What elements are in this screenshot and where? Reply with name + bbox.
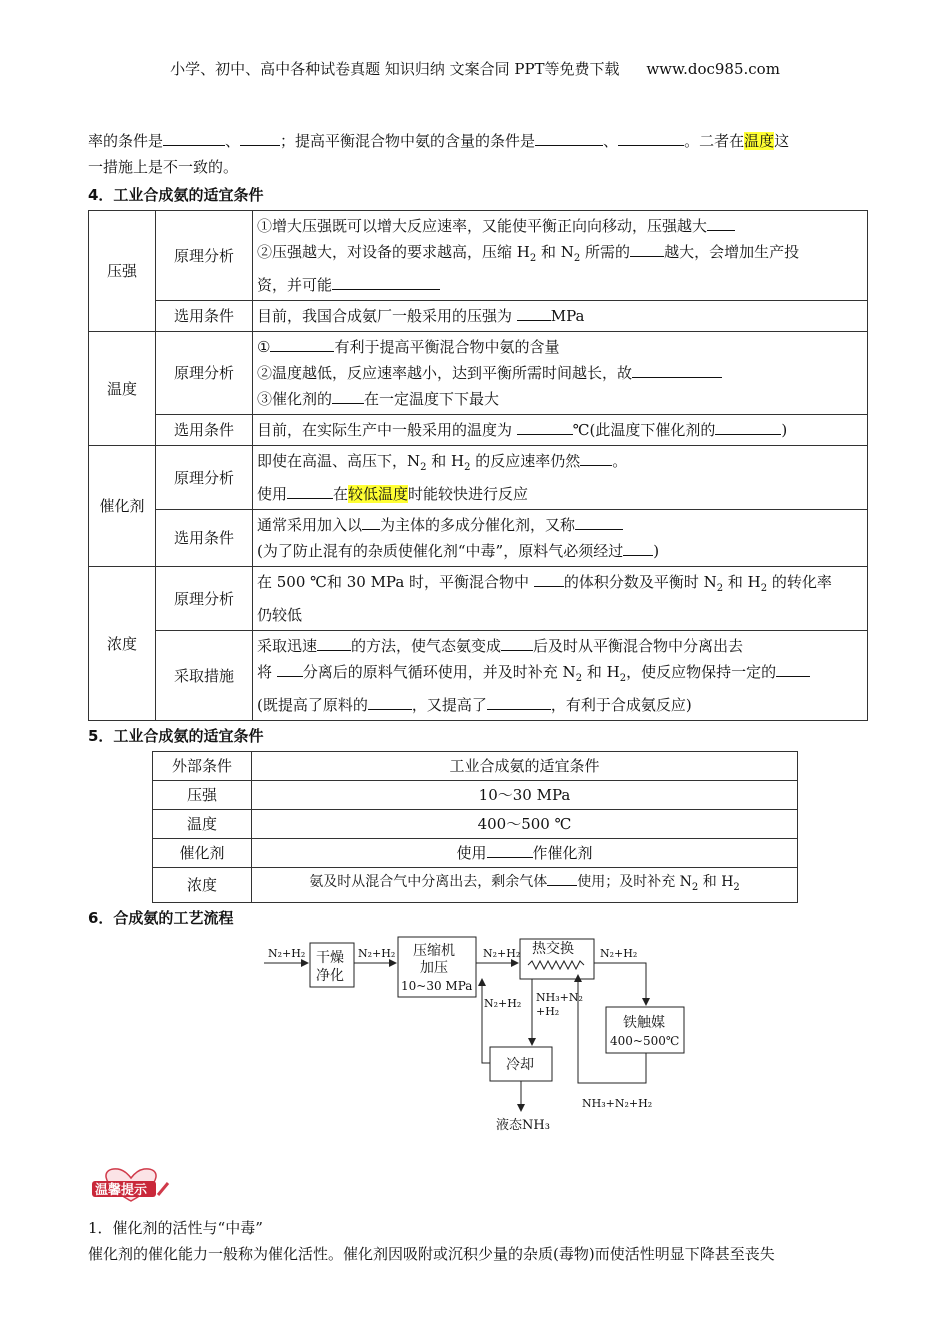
svg-text:400~500℃: 400~500℃ bbox=[610, 1033, 680, 1048]
highlight-temperature: 温度 bbox=[744, 132, 775, 150]
svg-text:加压: 加压 bbox=[420, 959, 448, 976]
table-row: 压强 10～30 MPa bbox=[153, 781, 798, 810]
page-header bbox=[0, 58, 950, 79]
svg-text:净化: 净化 bbox=[316, 967, 344, 984]
flow-in-label: N₂+H₂ bbox=[268, 946, 306, 960]
svg-text:N₂+H₂: N₂+H₂ bbox=[483, 946, 521, 960]
table-row: 温度 400～500 ℃ bbox=[153, 810, 798, 839]
svg-text:NH₃+N₂: NH₃+N₂ bbox=[536, 990, 583, 1004]
intro-line-2: 一措施上是不一致的。 bbox=[88, 158, 239, 176]
svg-text:N₂+H₂: N₂+H₂ bbox=[358, 946, 396, 960]
catalyst-choice: 通常采用加入以 为主体的多成分催化剂，又称 (为了防止混有的杂质使催化剂“中毒”，原料气必须经过 ) bbox=[253, 510, 868, 567]
svg-text:温馨提示: 温馨提示 bbox=[95, 1182, 148, 1198]
row-label-temperature: 温度 bbox=[89, 332, 156, 446]
table-row: 浓度 氨及时从混合气中分离出去，剩余气体 使用；及时补充 $N_2$ 和 $H_2$ bbox=[153, 868, 798, 903]
section6-title: 6．合成氨的工艺流程 bbox=[88, 908, 234, 927]
svg-text:液态NH₃: 液态NH₃ bbox=[496, 1117, 550, 1133]
header-url[interactable]: www.doc985.com bbox=[646, 60, 780, 78]
svg-text:热交换: 热交换 bbox=[532, 940, 574, 957]
temperature-choice: 目前，在实际生产中一般采用的温度为 ℃(此温度下催化剂的 ) bbox=[253, 415, 868, 446]
tip-item-text: 催化剂的催化能力一般称为催化活性。催化剂因吸附或沉积少量的杂质(毒物)而使活性明显下降甚至丧失 bbox=[88, 1244, 775, 1263]
concentration-measure: 采取迅速 的方法，使气态氨变成 后及时从平衡混合物中分离出去 将 分离后的原料气循环使用，并及时补充 $N_2$ 和 $H_2$，使反应物保持一定的 (既提高了原料的 ，又提高了 ，有利于合成氨反应) bbox=[253, 631, 868, 721]
catalyst-analysis: 即使在高温、高压下，$N_2$ 和 $H_2$ 的反应速率仍然 。 使用 在较低温度时能较快进行反应 bbox=[253, 446, 868, 510]
row-label-catalyst: 催化剂 bbox=[89, 446, 156, 567]
svg-text:NH₃+N₂+H₂: NH₃+N₂+H₂ bbox=[582, 1096, 653, 1110]
row-label-concentration: 浓度 bbox=[89, 567, 156, 721]
svg-text:压缩机: 压缩机 bbox=[413, 942, 455, 959]
svg-text:干燥: 干燥 bbox=[316, 949, 344, 966]
pressure-analysis: ①增大压强既可以增大反应速率，又能使平衡正向向移动，压强越大 ②压强越大，对设备的要求越高，压缩 $H_2$ 和 $N_2$ 所需的 越大，会增加生产投 资，并可能 bbox=[253, 211, 868, 301]
temperature-analysis: ① 有利于提高平衡混合物中氨的含量 ②温度越低，反应速率越小，达到平衡所需时间越长，故 ③催化剂的 在一定温度下下最大 bbox=[253, 332, 868, 415]
summary-table: 外部条件 工业合成氨的适宜条件 压强 10～30 MPa 温度 400～500 ℃ 催化剂 使用 作催化剂 浓度 氨及时从混合气中分离出去，剩余气体 使用；及时补充 $N_2$ 和 $H_2$ bbox=[152, 751, 798, 903]
svg-text:N₂+H₂: N₂+H₂ bbox=[484, 996, 522, 1010]
svg-text:+H₂: +H₂ bbox=[536, 1004, 560, 1018]
intro-line-1: 率的条件是 、 ；提高平衡混合物中氨的含量的条件是 、 。二者在温度这 bbox=[88, 132, 790, 150]
row-label-pressure: 压强 bbox=[89, 211, 156, 332]
section5-title: 5．工业合成氨的适宜条件 bbox=[88, 727, 264, 745]
tips-section bbox=[88, 1165, 868, 1267]
process-flow-diagram bbox=[88, 935, 868, 1155]
tip-item-title: 1．催化剂的活性与“中毒” bbox=[88, 1218, 263, 1237]
content bbox=[88, 128, 868, 1267]
svg-text:N₂+H₂: N₂+H₂ bbox=[600, 946, 638, 960]
section4-title: 4．工业合成氨的适宜条件 bbox=[88, 186, 264, 204]
concentration-analysis: 在 500 ℃和 30 MPa 时，平衡混合物中 的体积分数及平衡时 $N_2$ 和 $H_2$ 的转化率 仍较低 bbox=[253, 567, 868, 631]
svg-text:铁触媒: 铁触媒 bbox=[623, 1014, 665, 1031]
conditions-table: 压强 原理分析 ①增大压强既可以增大反应速率，又能使平衡正向向移动，压强越大 ②压强越大，对设备的要求越高，压缩 $H_2$ 和 $N_2$ 所需的 越大，会增加生产投 资，并可能 选用条件 目前，我国合成氨厂一般采用的压强为 MPa 温度 原理分析 ① 有利于提高平衡混合物中氨的含量 ②温度越低，反应速率越小，达到平衡所需时间越长，故 ③催化剂的 在一定温度下下最大 选用条件 目前，在实际生产中一般采用的温度为 ℃(此温度下催化剂的 ) 催化剂 原理分析 即使在高温、高压下，$N_2$ 和 $H_2$ 的反应速率仍然 。 使用 在较低温度时能较快进行反应 选用条件 通常采用加入以 为主体的多成分催化剂，又称 (为了防止混有的杂质使催化剂“中毒”，原料气必须经过 ) 浓度 原理分析 在 500 ℃和 30 MPa 时，平衡混合物中 的体积分数及平衡时 $N_2$ 和 $H_2$ 的转化率 仍较低 采取措施 采取迅速 的方法，使气态氨变成 后及时从平衡混合物中分离出去 将 分离后的原料气循环使用，并及时补充 $N_2$ 和 $H_2$，使反应物保持一定的 (既提高了原料的 ，又提高了 ，有利于合成氨反应) bbox=[88, 210, 868, 721]
tips-logo-icon bbox=[88, 1165, 174, 1205]
svg-text:冷却: 冷却 bbox=[506, 1056, 534, 1073]
header-text: 小学、初中、高中各种试卷真题 知识归纳 文案合同 PPT等免费下载 bbox=[170, 60, 620, 78]
svg-text:10~30 MPa: 10~30 MPa bbox=[401, 978, 473, 993]
pressure-choice: 目前，我国合成氨厂一般采用的压强为 MPa bbox=[253, 301, 868, 332]
table-row: 催化剂 使用 作催化剂 bbox=[153, 839, 798, 868]
flow-svg bbox=[88, 935, 868, 1155]
